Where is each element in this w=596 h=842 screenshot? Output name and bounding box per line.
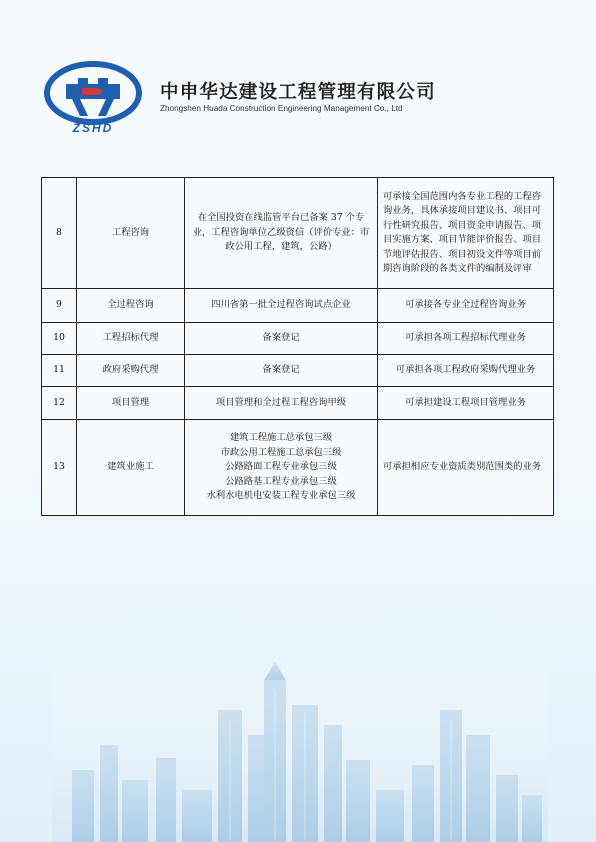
qualification-line: 市政公用工程施工总承包三级 [220,446,342,458]
company-name-en: Zhongshen Huada Construction Engineering Management Co., Ltd [160,104,403,113]
company-name-cn: 中申华达建设工程管理有限公司 [160,82,436,103]
scope-cell: 可承担建设工程项目管理业务 [378,387,554,420]
table-row [42,387,554,420]
row-number: 11 [42,355,77,387]
table-row [42,355,554,387]
service-name: 工程招标代理 [77,323,185,355]
qualification-cell [185,289,378,323]
table-row [42,420,554,516]
service-name: 工程咨询 [77,178,185,289]
qualification-cell [185,387,378,420]
table-row [42,289,554,323]
table-row [42,178,554,289]
row-number: 12 [42,387,77,420]
qualification-line: 备案登记 [262,364,300,376]
qualification-line: 公路路基工程专业承包三级 [225,475,337,487]
city-skyline-illustration [52,650,548,842]
qualification-line: 建筑工程施工总承包三级 [229,432,333,444]
row-number: 8 [42,178,77,289]
scope-cell: 可承接各专业全过程咨询业务 [378,289,554,323]
qualification-cell [185,178,378,289]
qualification-line: 在全国投资在线监管平台已备案 37 个专业，工程咨询单位乙级资信（评价专业：市政公用工程，建筑，公路） [192,212,370,253]
service-name: 政府采购代理 [77,355,185,387]
scope-cell: 可承担各项工程政府采购代理业务 [378,355,554,387]
qualification-line: 备案登记 [262,332,300,344]
service-name: 全过程咨询 [77,289,185,323]
qualification-line: 公路路面工程专业承包三级 [225,461,337,473]
zshd-logo [42,60,144,136]
row-number: 13 [42,420,77,516]
service-name: 建筑业施工 [77,420,185,516]
row-number: 10 [42,323,77,355]
scope-cell: 可承接全国范围内各专业工程的工程咨询业务，具体承接项目建议书、项目可行性研究报告、项目资金申请报告、项目实施方案、项目节能评价报告、项目节地评估报告、项目初设文件等项目前期咨询阶段的各类文件的编制及评审 [378,178,554,289]
qualification-line: 项目管理和全过程工程咨询甲级 [215,396,347,408]
scope-cell: 可承担相应专业资质类别范围类的业务 [378,420,554,516]
qualification-table [41,177,554,516]
qualification-line: 四川省第一批全过程咨询试点企业 [211,299,351,311]
qualification-cell [185,323,378,355]
service-name: 项目管理 [77,387,185,420]
scope-cell: 可承担各项工程招标代理业务 [378,323,554,355]
svg-text:ZSHD: ZSHD [72,121,114,135]
qualification-cell [185,355,378,387]
table-row [42,323,554,355]
qualification-cell [185,420,378,516]
row-number: 9 [42,289,77,323]
qualification-line: 水利水电机电安装工程专业承包三级 [206,490,356,502]
